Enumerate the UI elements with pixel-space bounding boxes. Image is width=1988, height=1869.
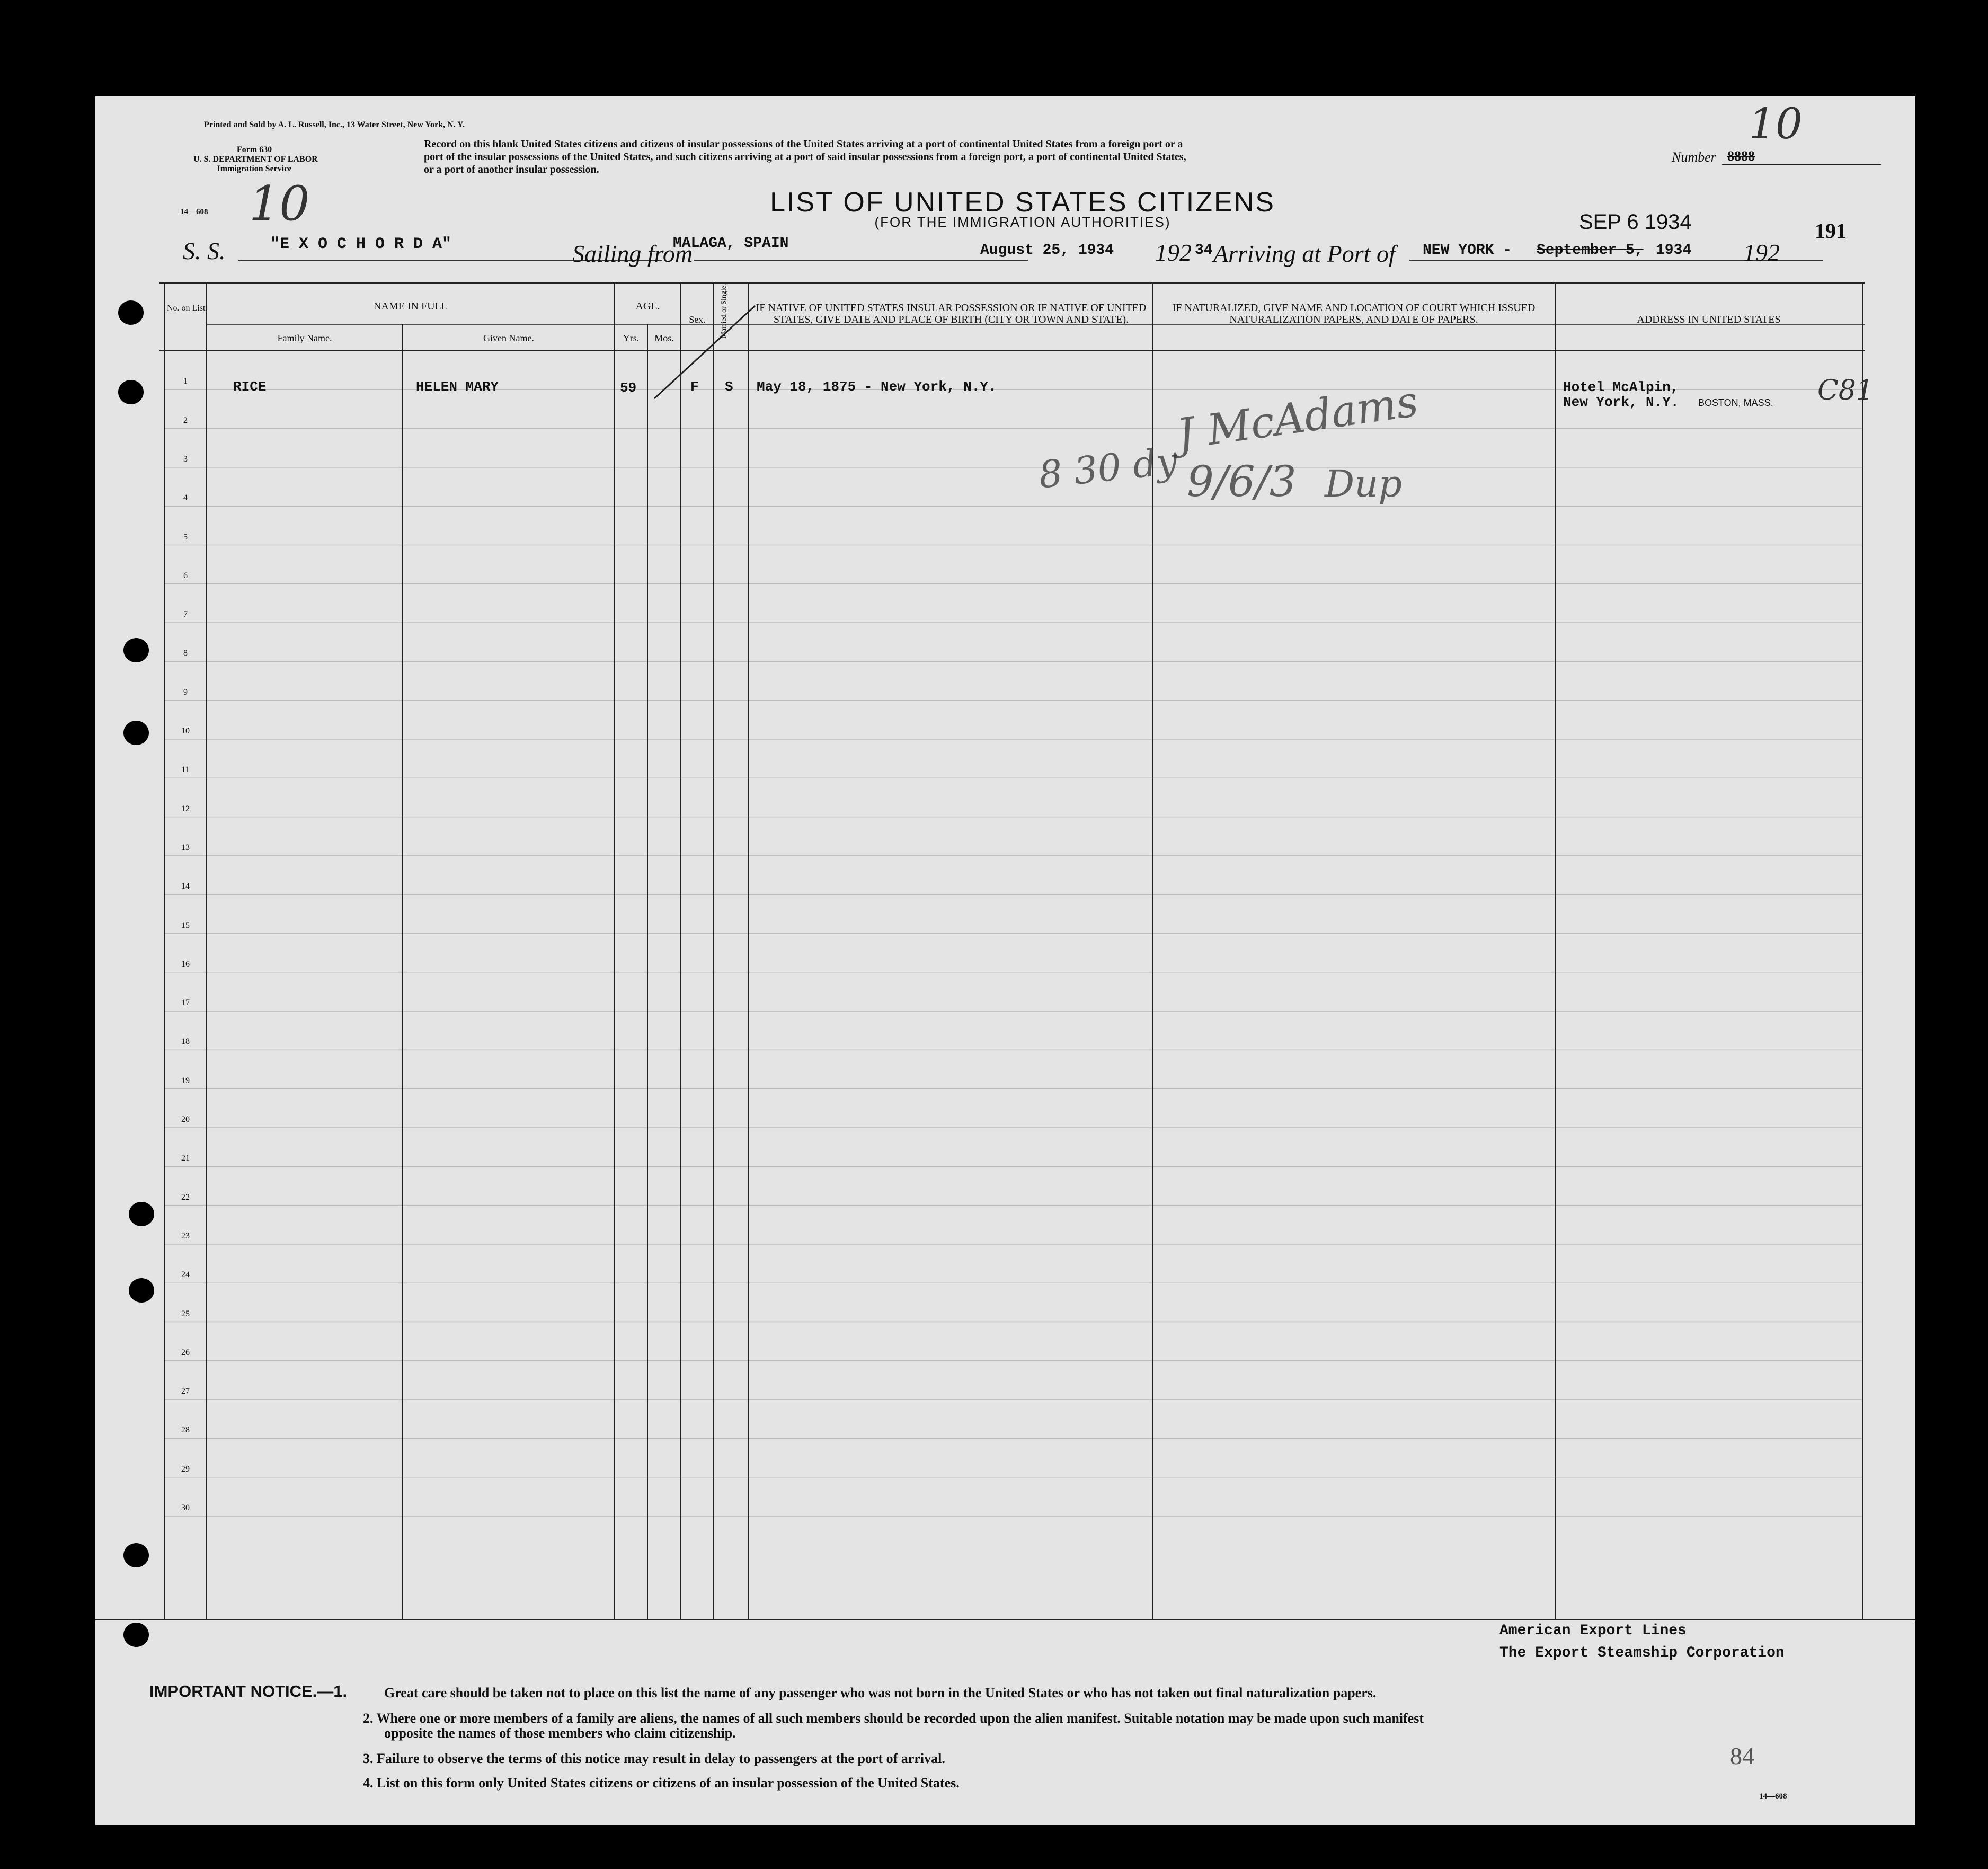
page-stamp: 191 [1815, 219, 1847, 243]
row-number: 5 [183, 532, 188, 542]
row-number: 26 [181, 1348, 190, 1357]
row-number: 18 [181, 1037, 190, 1047]
notice-item-2a: 2. Where one or more members of a family are aliens, the names of all such members should be recorded upon the alien manifest. Suitable notation may be made upon such manifest [363, 1711, 1424, 1726]
punch-hole [129, 1202, 154, 1226]
col-address: ADDRESS IN UNITED STATES [1637, 314, 1781, 325]
manifest-page [95, 96, 1915, 1825]
row-number: 28 [181, 1425, 190, 1435]
handwritten-list-number: 10 [249, 176, 310, 232]
entry-birth: May 18, 1875 - New York, N.Y. [757, 379, 997, 395]
col-native-birth: IF NATIVE OF UNITED STATES INSULAR POSSESSION OR IF NATIVE OF UNITED STATES, GIVE DATE AND PLACE OF BIRTH (CITY OR TOWN AND STATE). [756, 302, 1147, 325]
row-number: 7 [183, 610, 188, 619]
entry-address-1: Hotel McAlpin, [1563, 379, 1679, 395]
col-mos: Mos. [654, 333, 674, 343]
row-number: 17 [181, 998, 190, 1008]
ss-label: S. S. [183, 237, 226, 264]
row-number: 27 [181, 1387, 190, 1396]
ship-name: "E X O C H O R D A" [270, 235, 452, 253]
notice-item-4: 4. List on this form only United States citizens or citizens of an insular possession of the United States. [363, 1775, 960, 1791]
arriving-date-struck: September 5, [1537, 242, 1644, 259]
row-number: 24 [181, 1270, 190, 1280]
year-suffix: 34 [1195, 242, 1213, 259]
signature: J McAdams [1174, 376, 1422, 459]
page-title: LIST OF UNITED STATES CITIZENS [770, 187, 1275, 218]
row-number: 23 [181, 1231, 190, 1241]
row-number: 6 [183, 571, 188, 580]
row-number: 16 [181, 959, 190, 969]
punch-hole [118, 300, 144, 325]
row-number: 11 [181, 765, 190, 775]
entry-age-years: 59 [620, 380, 637, 396]
punch-hole [123, 721, 149, 745]
entry-address-2: New York, N.Y. [1563, 394, 1679, 410]
arriving-port: NEW YORK - [1423, 242, 1512, 259]
form-code: 14—608 [180, 208, 208, 216]
row-number: 2 [183, 415, 188, 425]
col-age: AGE. [635, 300, 660, 312]
entry-family-name: RICE [233, 379, 267, 395]
year-prefix-1: 192 [1155, 239, 1192, 266]
page-subtitle: (FOR THE IMMIGRATION AUTHORITIES) [874, 214, 1171, 230]
col-name-in-full: NAME IN FULL [374, 300, 448, 312]
row-number: 30 [181, 1503, 190, 1512]
sailing-from: MALAGA, SPAIN [673, 235, 789, 252]
col-no: No. on List. [167, 304, 208, 313]
entry-sex: F [690, 379, 699, 395]
row-number: 10 [181, 727, 190, 736]
sailing-date: August 25, 1934 [980, 242, 1114, 259]
table-grid [95, 96, 1915, 1825]
hand-word: Dup [1325, 462, 1403, 506]
entry-address-note: BOSTON, MASS. [1698, 397, 1773, 408]
row-number: 4 [183, 493, 188, 503]
row-number: 21 [181, 1154, 190, 1163]
number-struck: 8888 [1727, 148, 1755, 164]
printer-credit: Printed and Sold by A. L. Russell, Inc., 13 Water Street, New York, N. Y. [204, 120, 465, 129]
col-marital: Married or Single. [720, 284, 728, 339]
footer-code: 14—608 [1759, 1792, 1787, 1801]
notice-item-2b: opposite the names of those members who claim citizenship. [384, 1725, 736, 1741]
row-number: 20 [181, 1115, 190, 1124]
service-name: Immigration Service [217, 164, 292, 173]
row-number: 8 [183, 649, 188, 658]
company-line-1: American Export Lines [1499, 1623, 1687, 1639]
col-naturalized: IF NATURALIZED, GIVE NAME AND LOCATION OF COURT WHICH ISSUED NATURALIZATION PAPERS, AND DATE OF PAPERS. [1172, 302, 1536, 325]
record-instructions: Record on this blank United States citizens and citizens of insular possessions of the United States arriving at a port of continental United States from a foreign port or a port of the insular possessions of the United States, and such citizens arriving at a port of said insular possessions from a foreign port, a port of continental United States, or a port of another insular possession. [424, 138, 1186, 175]
row-number: 1 [183, 377, 188, 386]
notice-item-1: Great care should be taken not to place on this list the name of any passenger who was not born in the United States or who has not taken out final naturalization papers. [384, 1685, 1377, 1700]
receipt-stamp-date: SEP 6 1934 [1579, 210, 1692, 234]
row-number: 3 [183, 454, 188, 464]
number-value: 10 [1749, 99, 1803, 148]
row-number: 13 [181, 843, 190, 852]
year-prefix-2: 192 [1743, 239, 1780, 266]
col-yrs: Yrs. [623, 333, 640, 343]
row-number: 9 [183, 687, 188, 697]
row-number: 29 [181, 1464, 190, 1474]
punch-hole [123, 1543, 149, 1567]
punch-hole [129, 1278, 154, 1303]
arriving-label: Arriving at Port of [1213, 240, 1396, 267]
entry-given-name: HELEN MARY [416, 379, 499, 395]
footer-stamp: 84 [1730, 1742, 1754, 1769]
punch-hole [118, 380, 144, 404]
sailing-label: Sailing from [572, 240, 693, 267]
number-label: Number [1672, 149, 1716, 165]
entry-address-hand: C81 [1817, 375, 1874, 406]
arriving-year: 1934 [1656, 242, 1692, 259]
entry-marital: S [725, 379, 733, 395]
row-number: 14 [181, 882, 190, 891]
col-given-name: Given Name. [483, 333, 534, 343]
row-number: 15 [181, 920, 190, 930]
department-name: U. S. DEPARTMENT OF LABOR [193, 155, 318, 164]
row-number: 19 [181, 1076, 190, 1085]
form-number: Form 630 [236, 145, 272, 154]
notice-label: IMPORTANT NOTICE.—1. [149, 1682, 348, 1700]
row-number: 12 [181, 804, 190, 813]
hand-note: 8 30 dy [1036, 439, 1180, 497]
hand-date: 9/6/3 [1187, 457, 1297, 506]
notice-item-3: 3. Failure to observe the terms of this notice may result in delay to passengers at the port of arrival. [363, 1751, 945, 1766]
col-family-name: Family Name. [277, 333, 332, 343]
col-sex: Sex. [689, 314, 706, 325]
row-number: 25 [181, 1309, 190, 1318]
row-number: 22 [181, 1192, 190, 1202]
punch-hole [123, 638, 149, 662]
company-line-2: The Export Steamship Corporation [1499, 1645, 1785, 1661]
punch-hole [123, 1623, 149, 1647]
